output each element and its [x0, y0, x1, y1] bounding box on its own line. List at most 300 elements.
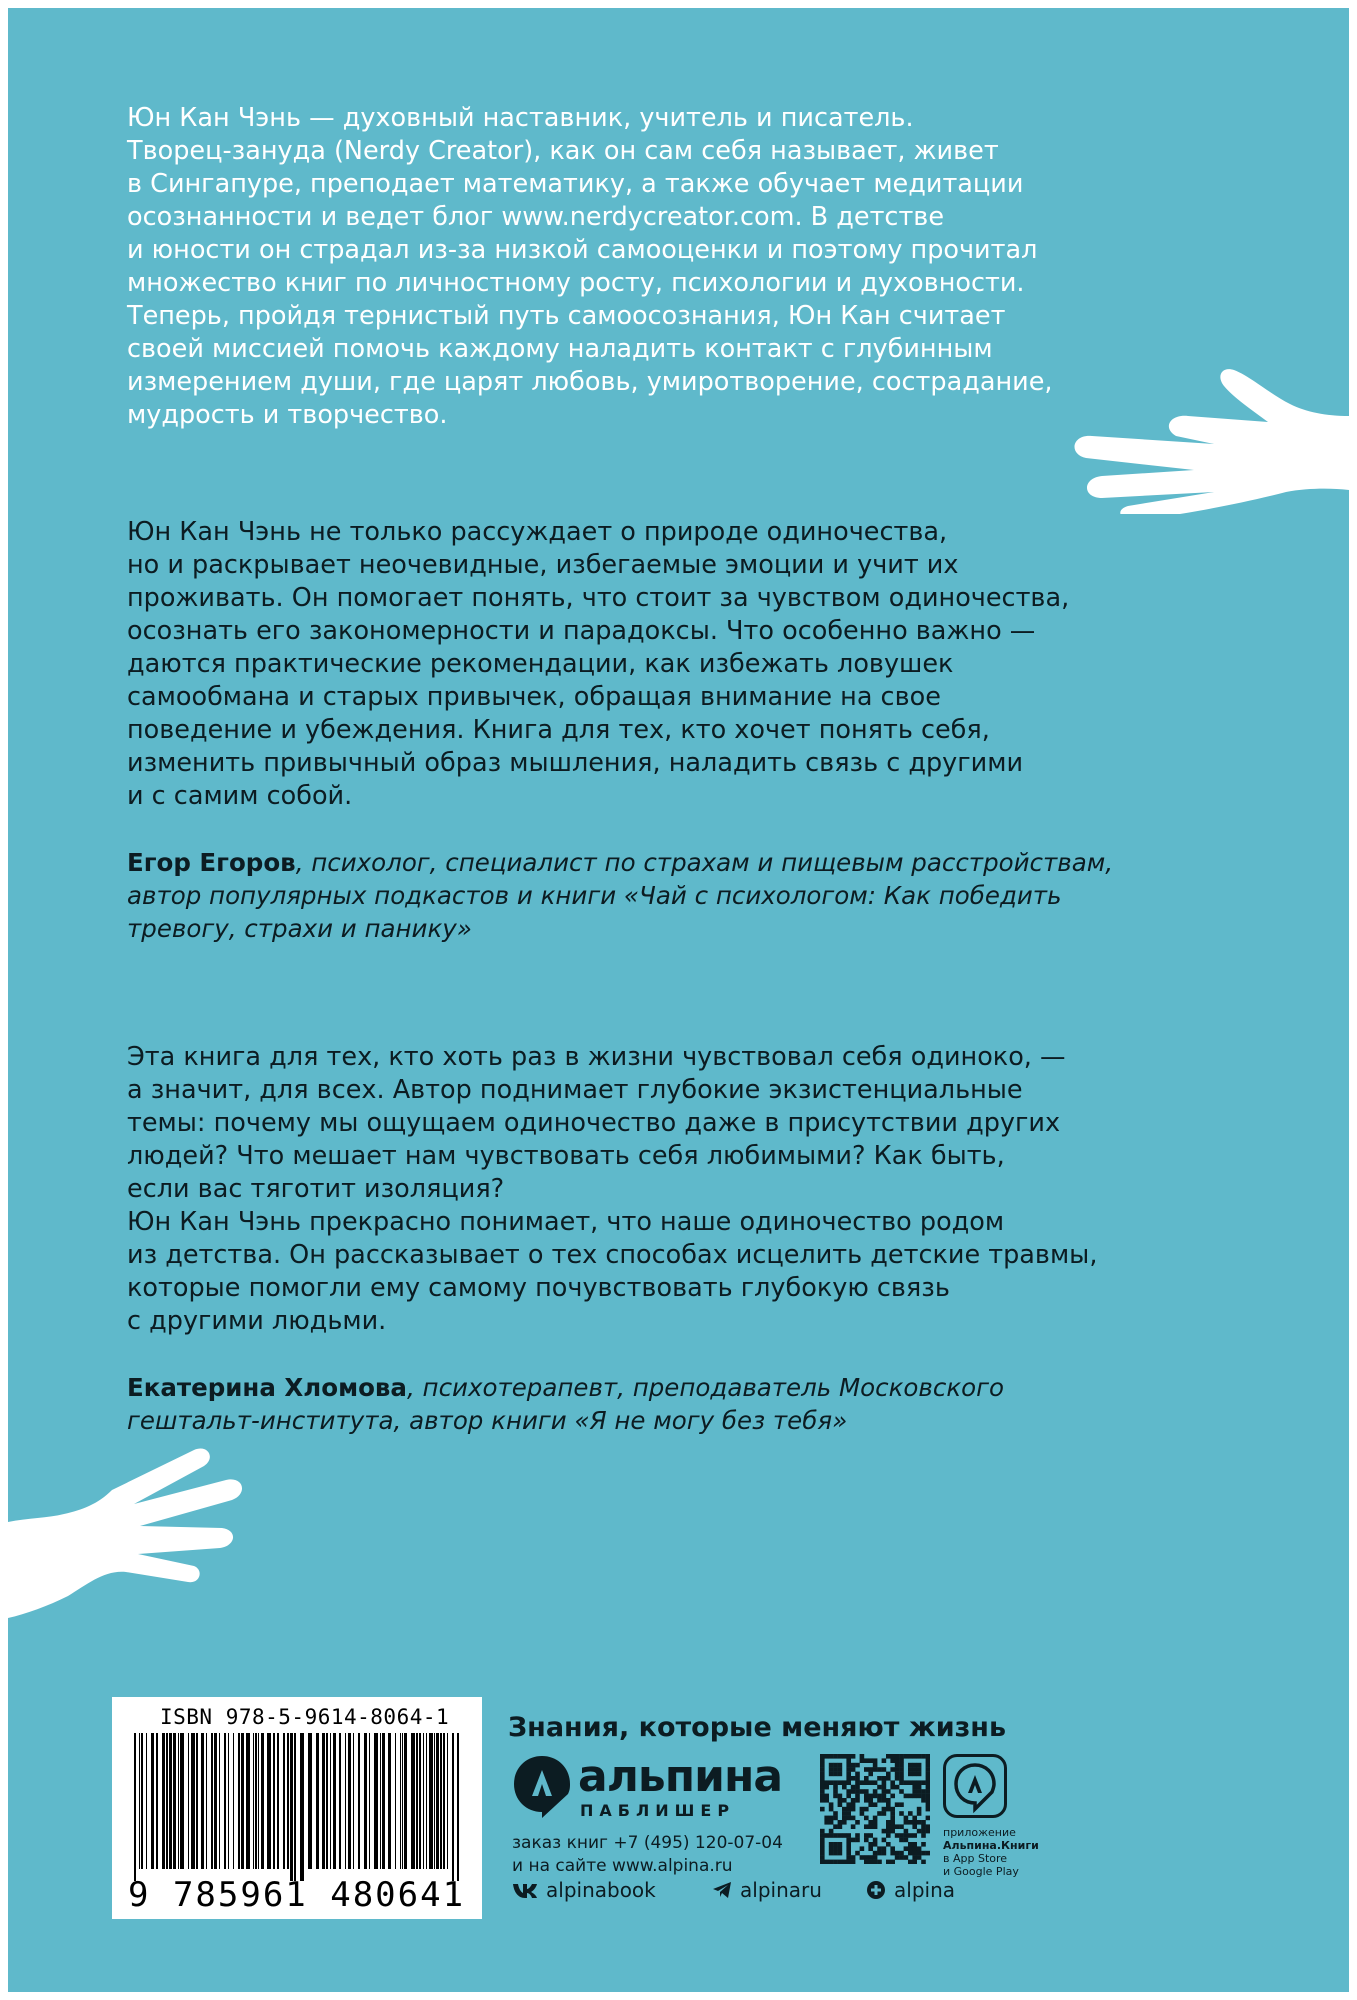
qr-module — [820, 1754, 825, 1759]
qr-module — [864, 1807, 869, 1812]
qr-module — [917, 1772, 922, 1777]
qr-module — [882, 1758, 887, 1763]
review-line: Юн Кан Чэнь не только рассуждает о природе одиночества, — [127, 517, 948, 547]
qr-module — [851, 1807, 856, 1812]
back-cover — [8, 8, 1349, 1992]
review-line: и с самим собой. — [127, 781, 353, 811]
ean-digits: 9 785961 480641 — [128, 1875, 466, 1915]
qr-module — [912, 1833, 917, 1838]
barcode-bar — [253, 1733, 254, 1869]
qr-module — [882, 1767, 887, 1772]
qr-module — [873, 1780, 878, 1785]
qr-module — [829, 1767, 834, 1772]
barcode-bar — [300, 1733, 304, 1881]
bio-line: осознанности и ведет блог www.nerdycreator.com. В детстве — [127, 202, 945, 232]
barcode-bar — [440, 1733, 442, 1869]
qr-module — [904, 1846, 909, 1851]
qr-module — [838, 1846, 843, 1851]
qr-module — [908, 1767, 913, 1772]
qr-module — [873, 1767, 878, 1772]
app-line: и Google Play — [943, 1865, 1019, 1878]
qr-module — [833, 1754, 838, 1759]
plus-circle-icon — [866, 1880, 886, 1900]
qr-module — [908, 1811, 913, 1816]
qr-module — [899, 1855, 904, 1860]
alpina-app-logo-icon — [946, 1757, 1004, 1815]
reviewer-name: Егор Егоров — [127, 848, 296, 877]
qr-module — [868, 1842, 873, 1847]
qr-module — [851, 1789, 856, 1794]
qr-module — [890, 1758, 895, 1763]
barcode-bar — [330, 1733, 331, 1869]
barcode-bar — [224, 1733, 226, 1869]
qr-module — [833, 1816, 838, 1821]
qr-module — [833, 1763, 838, 1768]
qr-module — [838, 1802, 843, 1807]
qr-module — [895, 1758, 900, 1763]
qr-module — [917, 1846, 922, 1851]
qr-module — [846, 1767, 851, 1772]
qr-module — [846, 1811, 851, 1816]
social-telegram[interactable] — [712, 1878, 822, 1902]
qr-module — [829, 1829, 834, 1834]
barcode-bar — [173, 1733, 176, 1869]
barcode-bar — [308, 1733, 312, 1869]
qr-module — [838, 1772, 843, 1777]
app-icon — [943, 1754, 1007, 1818]
qr-module — [908, 1851, 913, 1856]
qr-module — [820, 1833, 825, 1838]
barcode-bar — [139, 1733, 140, 1869]
qr-module — [886, 1842, 891, 1847]
barcode-bar — [290, 1733, 293, 1881]
qr-module — [890, 1824, 895, 1829]
qr-module — [926, 1754, 930, 1759]
qr-module — [926, 1767, 930, 1772]
qr-module — [917, 1767, 922, 1772]
qr-module — [908, 1842, 913, 1847]
barcode-bar — [141, 1733, 143, 1869]
qr-module — [868, 1767, 873, 1772]
barcode-bar — [294, 1733, 296, 1881]
qr-module — [829, 1842, 834, 1847]
qr-module — [912, 1851, 917, 1856]
qr-module — [846, 1789, 851, 1794]
qr-module — [890, 1846, 895, 1851]
barcode-bar — [180, 1733, 184, 1869]
barcode-bar — [419, 1733, 421, 1869]
qr-module — [833, 1785, 838, 1790]
barcode-bar — [238, 1733, 240, 1869]
qr-module — [846, 1763, 851, 1768]
barcode-bar — [380, 1733, 381, 1869]
qr-module — [855, 1851, 860, 1856]
qr-module — [873, 1789, 878, 1794]
qr-module — [912, 1820, 917, 1825]
qr-module — [868, 1820, 873, 1825]
qr-module — [855, 1780, 860, 1785]
barcode-bar — [201, 1733, 204, 1869]
qr-module — [886, 1833, 891, 1838]
qr-module — [917, 1785, 922, 1790]
qr-module — [868, 1802, 873, 1807]
qr-module — [921, 1860, 926, 1864]
barcode-bar — [206, 1733, 207, 1869]
qr-module — [820, 1794, 825, 1799]
qr-module — [926, 1785, 930, 1790]
qr-module — [873, 1824, 878, 1829]
reviewer-role: тревогу, страхи и панику» — [127, 914, 472, 943]
qr-module — [860, 1807, 865, 1812]
barcode-bar — [374, 1733, 378, 1869]
qr-module — [886, 1860, 891, 1864]
qr-module — [926, 1824, 930, 1829]
qr-module — [877, 1860, 882, 1864]
review-line: если вас тяготит изоляция? — [127, 1174, 505, 1204]
qr-module — [890, 1794, 895, 1799]
qr-module — [846, 1758, 851, 1763]
barcode-bar — [211, 1733, 213, 1869]
barcode-bar — [348, 1733, 351, 1869]
social-label: alpina — [894, 1878, 955, 1902]
barcode-bar — [404, 1733, 407, 1869]
qr-module — [912, 1816, 917, 1821]
qr-module — [899, 1780, 904, 1785]
qr-module — [895, 1851, 900, 1856]
qr-module — [908, 1833, 913, 1838]
qr-module — [877, 1851, 882, 1856]
qr-module — [908, 1780, 913, 1785]
qr-module — [846, 1833, 851, 1838]
review-line: а значит, для всех. Автор поднимает глубокие экзистенциальные — [127, 1075, 1023, 1105]
qr-module — [838, 1824, 843, 1829]
review-line: но и раскрывает неочевидные, избегаемые эмоции и учит их — [127, 550, 959, 580]
qr-module — [882, 1780, 887, 1785]
qr-module — [921, 1833, 926, 1838]
qr-module — [908, 1860, 913, 1864]
qr-module — [926, 1794, 930, 1799]
qr-module — [882, 1851, 887, 1856]
qr-module — [829, 1754, 834, 1759]
qr-module — [851, 1798, 856, 1803]
qr-module — [842, 1860, 847, 1864]
qr-module — [873, 1855, 878, 1860]
qr-module — [917, 1789, 922, 1794]
qr-module — [820, 1785, 825, 1790]
qr-module — [829, 1846, 834, 1851]
qr-module — [824, 1798, 829, 1803]
qr-module — [912, 1824, 917, 1829]
qr-module — [820, 1776, 825, 1781]
qr-module — [921, 1824, 926, 1829]
alpina-logo-icon — [512, 1754, 572, 1820]
qr-module — [824, 1820, 829, 1825]
qr-module — [886, 1802, 891, 1807]
qr-module — [846, 1780, 851, 1785]
qr-module — [864, 1794, 869, 1799]
qr-module — [864, 1838, 869, 1843]
qr-module — [886, 1772, 891, 1777]
qr-module — [873, 1838, 878, 1843]
qr-module — [820, 1763, 825, 1768]
qr-module — [838, 1860, 843, 1864]
qr-module — [890, 1767, 895, 1772]
qr-module — [917, 1829, 922, 1834]
qr-module — [820, 1780, 825, 1785]
barcode-bar — [339, 1733, 341, 1869]
qr-module — [824, 1833, 829, 1838]
app-info — [943, 1826, 1039, 1878]
qr-module — [917, 1763, 922, 1768]
review-line: даются практические рекомендации, как избежать ловушек — [127, 649, 954, 679]
qr-module — [829, 1860, 834, 1864]
review-line: из детства. Он рассказывает о тех способах исцелить детские травмы, — [127, 1240, 1098, 1270]
qr-module — [833, 1842, 838, 1847]
qr-module — [873, 1820, 878, 1825]
qr-module — [838, 1798, 843, 1803]
qr-module — [926, 1780, 930, 1785]
barcode-bar — [322, 1733, 325, 1869]
qr-module — [921, 1798, 926, 1803]
qr-module — [917, 1811, 922, 1816]
qr-module — [864, 1855, 869, 1860]
qr-module — [851, 1802, 856, 1807]
reviewer-name: Екатерина Хломова — [127, 1373, 407, 1402]
barcode-bar — [345, 1733, 346, 1869]
qr-module — [842, 1820, 847, 1825]
qr-module — [877, 1785, 882, 1790]
qr-module — [890, 1807, 895, 1812]
qr-module — [860, 1754, 865, 1759]
qr-module — [877, 1811, 882, 1816]
qr-module — [851, 1763, 856, 1768]
qr-module — [868, 1833, 873, 1838]
qr-module — [868, 1780, 873, 1785]
barcode-bar — [358, 1733, 360, 1869]
qr-module — [926, 1816, 930, 1821]
social-alpina[interactable] — [866, 1878, 955, 1902]
qr-module — [868, 1798, 873, 1803]
qr-module — [846, 1855, 851, 1860]
qr-module — [890, 1851, 895, 1856]
review-line: самообмана и старых привычек, обращая внимание на свое — [127, 682, 941, 712]
bio-line: Творец-зануда (Nerdy Creator), как он сам себя называет, живет — [127, 136, 999, 166]
review-2 — [127, 1041, 1187, 1338]
qr-module — [824, 1754, 829, 1759]
qr-module — [864, 1798, 869, 1803]
qr-module — [926, 1829, 930, 1834]
qr-module — [873, 1860, 878, 1864]
qr-module — [926, 1807, 930, 1812]
qr-module — [873, 1802, 878, 1807]
qr-module — [824, 1780, 829, 1785]
barcode-bar — [283, 1733, 285, 1869]
telegram-icon — [712, 1881, 732, 1899]
qr-module — [899, 1767, 904, 1772]
reviewer-role: , психолог, специалист по страхам и пищевым расстройствам, — [295, 848, 1113, 877]
bio-line: Теперь, пройдя тернистый путь самоосознания, Юн Кан считает — [127, 301, 1006, 331]
qr-module — [842, 1798, 847, 1803]
qr-module — [912, 1780, 917, 1785]
barcode-bar — [426, 1733, 427, 1869]
review-line: темы: почему мы ощущаем одиночество даже в присутствии других — [127, 1108, 1061, 1138]
review-line: которые помогли ему самому почувствовать глубокую связь — [127, 1273, 950, 1303]
barcode-bar — [277, 1733, 279, 1869]
qr-module — [895, 1754, 900, 1759]
bio-line: своей миссией помочь каждому наладить контакт с глубинным — [127, 334, 993, 364]
qr-module — [882, 1776, 887, 1781]
qr-module — [912, 1794, 917, 1799]
qr-module — [833, 1772, 838, 1777]
barcode-bar — [178, 1733, 179, 1869]
qr-module — [882, 1829, 887, 1834]
qr-module — [824, 1785, 829, 1790]
qr-module — [833, 1767, 838, 1772]
qr-module — [899, 1776, 904, 1781]
qr-module — [833, 1833, 838, 1838]
social-label: alpinaru — [740, 1878, 822, 1902]
publisher-tagline: Знания, которые меняют жизнь — [508, 1712, 1007, 1743]
qr-module — [855, 1794, 860, 1799]
qr-module — [860, 1811, 865, 1816]
qr-module — [899, 1851, 904, 1856]
barcode-bar — [191, 1733, 195, 1869]
qr-module — [895, 1772, 900, 1777]
qr-module — [851, 1838, 856, 1843]
qr-module — [842, 1754, 847, 1759]
barcode-bar — [443, 1733, 445, 1869]
qr-module — [904, 1855, 909, 1860]
qr-module — [908, 1763, 913, 1768]
qr-module — [864, 1767, 869, 1772]
barcode-bar — [188, 1733, 189, 1869]
qr-module — [890, 1785, 895, 1790]
barcode-bar — [423, 1733, 424, 1869]
qr-module — [873, 1816, 878, 1821]
review-line: Юн Кан Чэнь прекрасно понимает, что наше одиночество родом — [127, 1207, 1005, 1237]
qr-module — [890, 1780, 895, 1785]
qr-module — [860, 1758, 865, 1763]
qr-module — [833, 1846, 838, 1851]
qr-module — [829, 1763, 834, 1768]
qr-module — [855, 1776, 860, 1781]
qr-module — [868, 1855, 873, 1860]
qr-module — [820, 1789, 825, 1794]
qr-module — [868, 1860, 873, 1864]
qr-module — [860, 1780, 865, 1785]
qr-module — [899, 1758, 904, 1763]
qr-module — [882, 1807, 887, 1812]
app-line: Альпина.Книги — [943, 1839, 1039, 1852]
barcode-bar — [353, 1733, 354, 1869]
barcode-bar — [255, 1733, 257, 1869]
qr-module — [868, 1772, 873, 1777]
qr-module — [855, 1772, 860, 1777]
qr-module — [842, 1833, 847, 1838]
hand-illustration-left — [8, 1446, 248, 1622]
qr-module — [873, 1758, 878, 1763]
qr-module — [926, 1798, 930, 1803]
review-1 — [127, 516, 1187, 813]
qr-module — [846, 1851, 851, 1856]
qr-module — [851, 1754, 856, 1759]
barcode-bar — [151, 1733, 154, 1869]
social-label: alpinabook — [546, 1878, 656, 1902]
barcode-bar — [258, 1733, 259, 1869]
qr-module — [917, 1780, 922, 1785]
qr-module — [890, 1754, 895, 1759]
isbn-barcode — [112, 1697, 482, 1919]
qr-module — [890, 1829, 895, 1834]
qr-module — [864, 1833, 869, 1838]
barcode-bar — [241, 1733, 244, 1869]
qr-module — [912, 1763, 917, 1768]
qr-module — [904, 1754, 909, 1759]
qr-module — [882, 1838, 887, 1843]
qr-module — [917, 1794, 922, 1799]
barcode-bar — [261, 1733, 264, 1869]
qr-module — [890, 1860, 895, 1864]
qr-module — [860, 1855, 865, 1860]
qr-module — [921, 1789, 926, 1794]
qr-module — [917, 1807, 922, 1812]
qr-module — [820, 1851, 825, 1856]
qr-module — [926, 1758, 930, 1763]
reviewer-role: , психотерапевт, преподаватель Московского — [406, 1373, 1004, 1402]
qr-module — [882, 1794, 887, 1799]
barcode-bar — [326, 1733, 328, 1869]
qr-module — [886, 1807, 891, 1812]
qr-module — [846, 1754, 851, 1759]
qr-module — [820, 1767, 825, 1772]
barcode-bar — [267, 1733, 271, 1869]
barcode-bar — [436, 1733, 439, 1869]
qr-module — [912, 1789, 917, 1794]
barcode-bar — [382, 1733, 385, 1869]
qr-module — [851, 1855, 856, 1860]
barcode-bar — [411, 1733, 415, 1869]
qr-module — [855, 1798, 860, 1803]
order-line: заказ книг +7 (495) 120-07-04 — [512, 1833, 783, 1853]
qr-module — [829, 1851, 834, 1856]
barcode-bar — [162, 1733, 165, 1869]
barcode-bar — [457, 1733, 459, 1881]
reviewer-role: автор популярных подкастов и книги «Чай с психологом: Как победить — [127, 881, 1062, 910]
qr-module — [886, 1776, 891, 1781]
qr-code[interactable] — [820, 1754, 930, 1864]
qr-module — [890, 1820, 895, 1825]
qr-module — [846, 1776, 851, 1781]
qr-module — [904, 1829, 909, 1834]
qr-module — [820, 1829, 825, 1834]
qr-module — [882, 1785, 887, 1790]
qr-module — [912, 1767, 917, 1772]
qr-module — [855, 1820, 860, 1825]
qr-module — [820, 1807, 825, 1812]
barcode-bar — [333, 1733, 336, 1869]
barcode-bar — [214, 1733, 217, 1869]
qr-module — [851, 1767, 856, 1772]
qr-module — [833, 1811, 838, 1816]
qr-module — [877, 1794, 882, 1799]
qr-module — [926, 1763, 930, 1768]
social-vk[interactable] — [512, 1878, 656, 1902]
qr-module — [846, 1802, 851, 1807]
qr-module — [829, 1807, 834, 1812]
qr-module — [868, 1824, 873, 1829]
bio-line: множество книг по личностному росту, психологии и духовности. — [127, 268, 1025, 298]
qr-module — [851, 1776, 856, 1781]
